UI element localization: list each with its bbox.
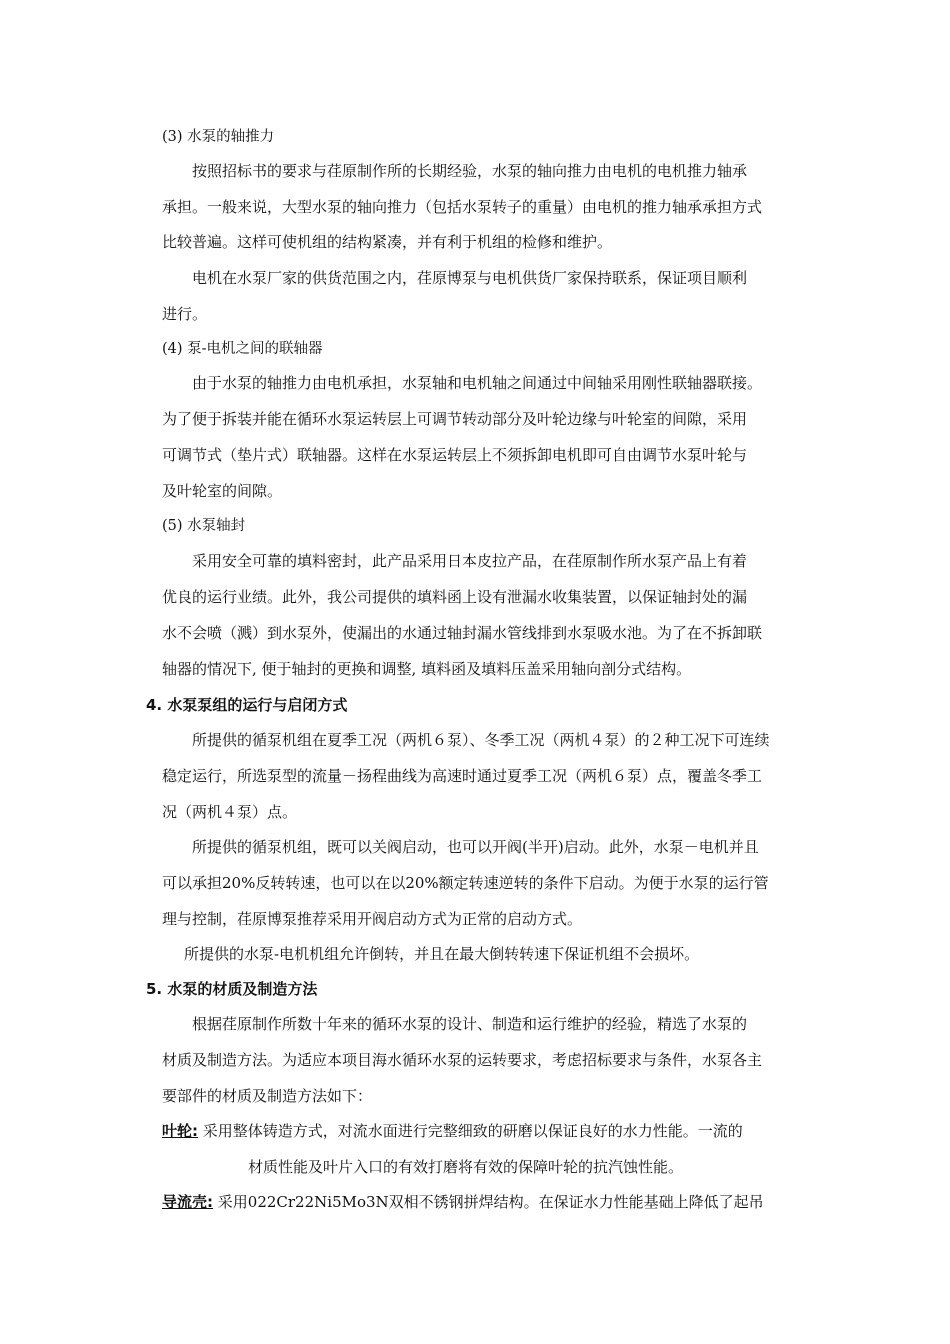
paragraph-line: 根据荏原制作所数十年来的循环水泵的设计、制造和运行维护的经验，精选了水泵的 [192, 1015, 748, 1033]
paragraph-line: 轴器的情况下, 便于轴封的更换和调整, 填料函及填料压盖采用轴向剖分式结构。 [162, 660, 692, 678]
paragraph-line: 进行。 [162, 305, 208, 323]
paragraph-line: 比较普遍。这样可使机组的结构紧凑，并有利于机组的检修和维护。 [162, 233, 613, 251]
paragraph-line: 材质及制造方法。为适应本项目海水循环水泵的运转要求，考虑招标要求与条件，水泵各主 [162, 1051, 763, 1069]
paragraph-line: 要部件的材质及制造方法如下： [162, 1087, 373, 1105]
paragraph-line: 水不会喷（溅）到水泵外，使漏出的水通过轴封漏水管线排到水泵吸水池。为了在不拆卸联 [162, 624, 763, 642]
item-text: 采用022Cr22Ni5Mo3N双相不锈钢拼焊结构。在保证水力性能基础上降低了起吊 [217, 1193, 764, 1211]
paragraph-line: 按照招标书的要求与荏原制作所的长期经验，水泵的轴向推力由电机的电机推力轴承 [192, 162, 748, 180]
paragraph-line: 所提供的水泵-电机机组允许倒转，并且在最大倒转转速下保证机组不会损坏。 [184, 945, 700, 963]
paragraph-line: 承担。一般来说，大型水泵的轴向推力（包括水泵转子的重量）由电机的推力轴承承担方式 [162, 198, 763, 216]
paragraph-line: 及叶轮室的间隙。 [162, 482, 283, 500]
paragraph-line: 采用安全可靠的填料密封，此产品采用日本皮拉产品，在荏原制作所水泵产品上有着 [192, 552, 748, 570]
paragraph-line: 理与控制，荏原博泵推荐采用开阀启动方式为正常的启动方式。 [162, 910, 583, 928]
paragraph-line: 优良的运行业绩。此外，我公司提供的填料函上设有泄漏水收集装置，以保证轴封处的漏 [162, 588, 748, 606]
section-heading-5: 5. 水泵的材质及制造方法 [146, 980, 318, 998]
item-label: 导流壳: [162, 1193, 213, 1211]
paragraph-line: 可调节式（垫片式）联轴器。这样在水泵运转层上不须拆卸电机即可自由调节水泵叶轮与 [162, 446, 748, 464]
paragraph-line: 电机在水泵厂家的供货范围之内，荏原博泵与电机供货厂家保持联系，保证项目顺利 [192, 269, 748, 287]
subsection-heading-5: (5) 水泵轴封 [162, 518, 246, 534]
item-label: 叶轮: [162, 1122, 198, 1140]
paragraph-line: 为了便于拆装并能在循环水泵运转层上可调节转动部分及叶轮边缘与叶轮室的间隙，采用 [162, 410, 748, 428]
paragraph-line: 所提供的循泵机组，既可以关阀启动，也可以开阀(半开)启动。此外，水泵－电机并且 [192, 838, 759, 856]
paragraph-line: 可以承担20%反转转速，也可以在以20%额定转速逆转的条件下启动。为便于水泵的运行管 [162, 874, 769, 892]
section-heading-4: 4. 水泵泵组的运行与启闭方式 [146, 696, 348, 714]
paragraph-line: 由于水泵的轴推力由电机承担，水泵轴和电机轴之间通过中间轴采用刚性联轴器联接。 [192, 374, 763, 392]
subsection-heading-4: (4) 泵-电机之间的联轴器 [162, 341, 323, 357]
paragraph-line: 况（两机４泵）点。 [162, 803, 298, 821]
item-text: 采用整体铸造方式，对流水面进行完整细致的研磨以保证良好的水力性能。一流的 [202, 1122, 743, 1140]
list-item-impeller [162, 1122, 743, 1140]
paragraph-line: 稳定运行，所选泵型的流量－扬程曲线为高速时通过夏季工况（两机６泵）点，覆盖冬季工 [162, 767, 763, 785]
paragraph-line: 材质性能及叶片入口的有效打磨将有效的保障叶轮的抗汽蚀性能。 [248, 1158, 684, 1176]
paragraph-line: 所提供的循泵机组在夏季工况（两机６泵）、冬季工况（两机４泵）的２种工况下可连续 [192, 731, 770, 749]
list-item-diffuser-casing [162, 1193, 764, 1211]
subsection-heading-3: (3) 水泵的轴推力 [162, 129, 275, 145]
